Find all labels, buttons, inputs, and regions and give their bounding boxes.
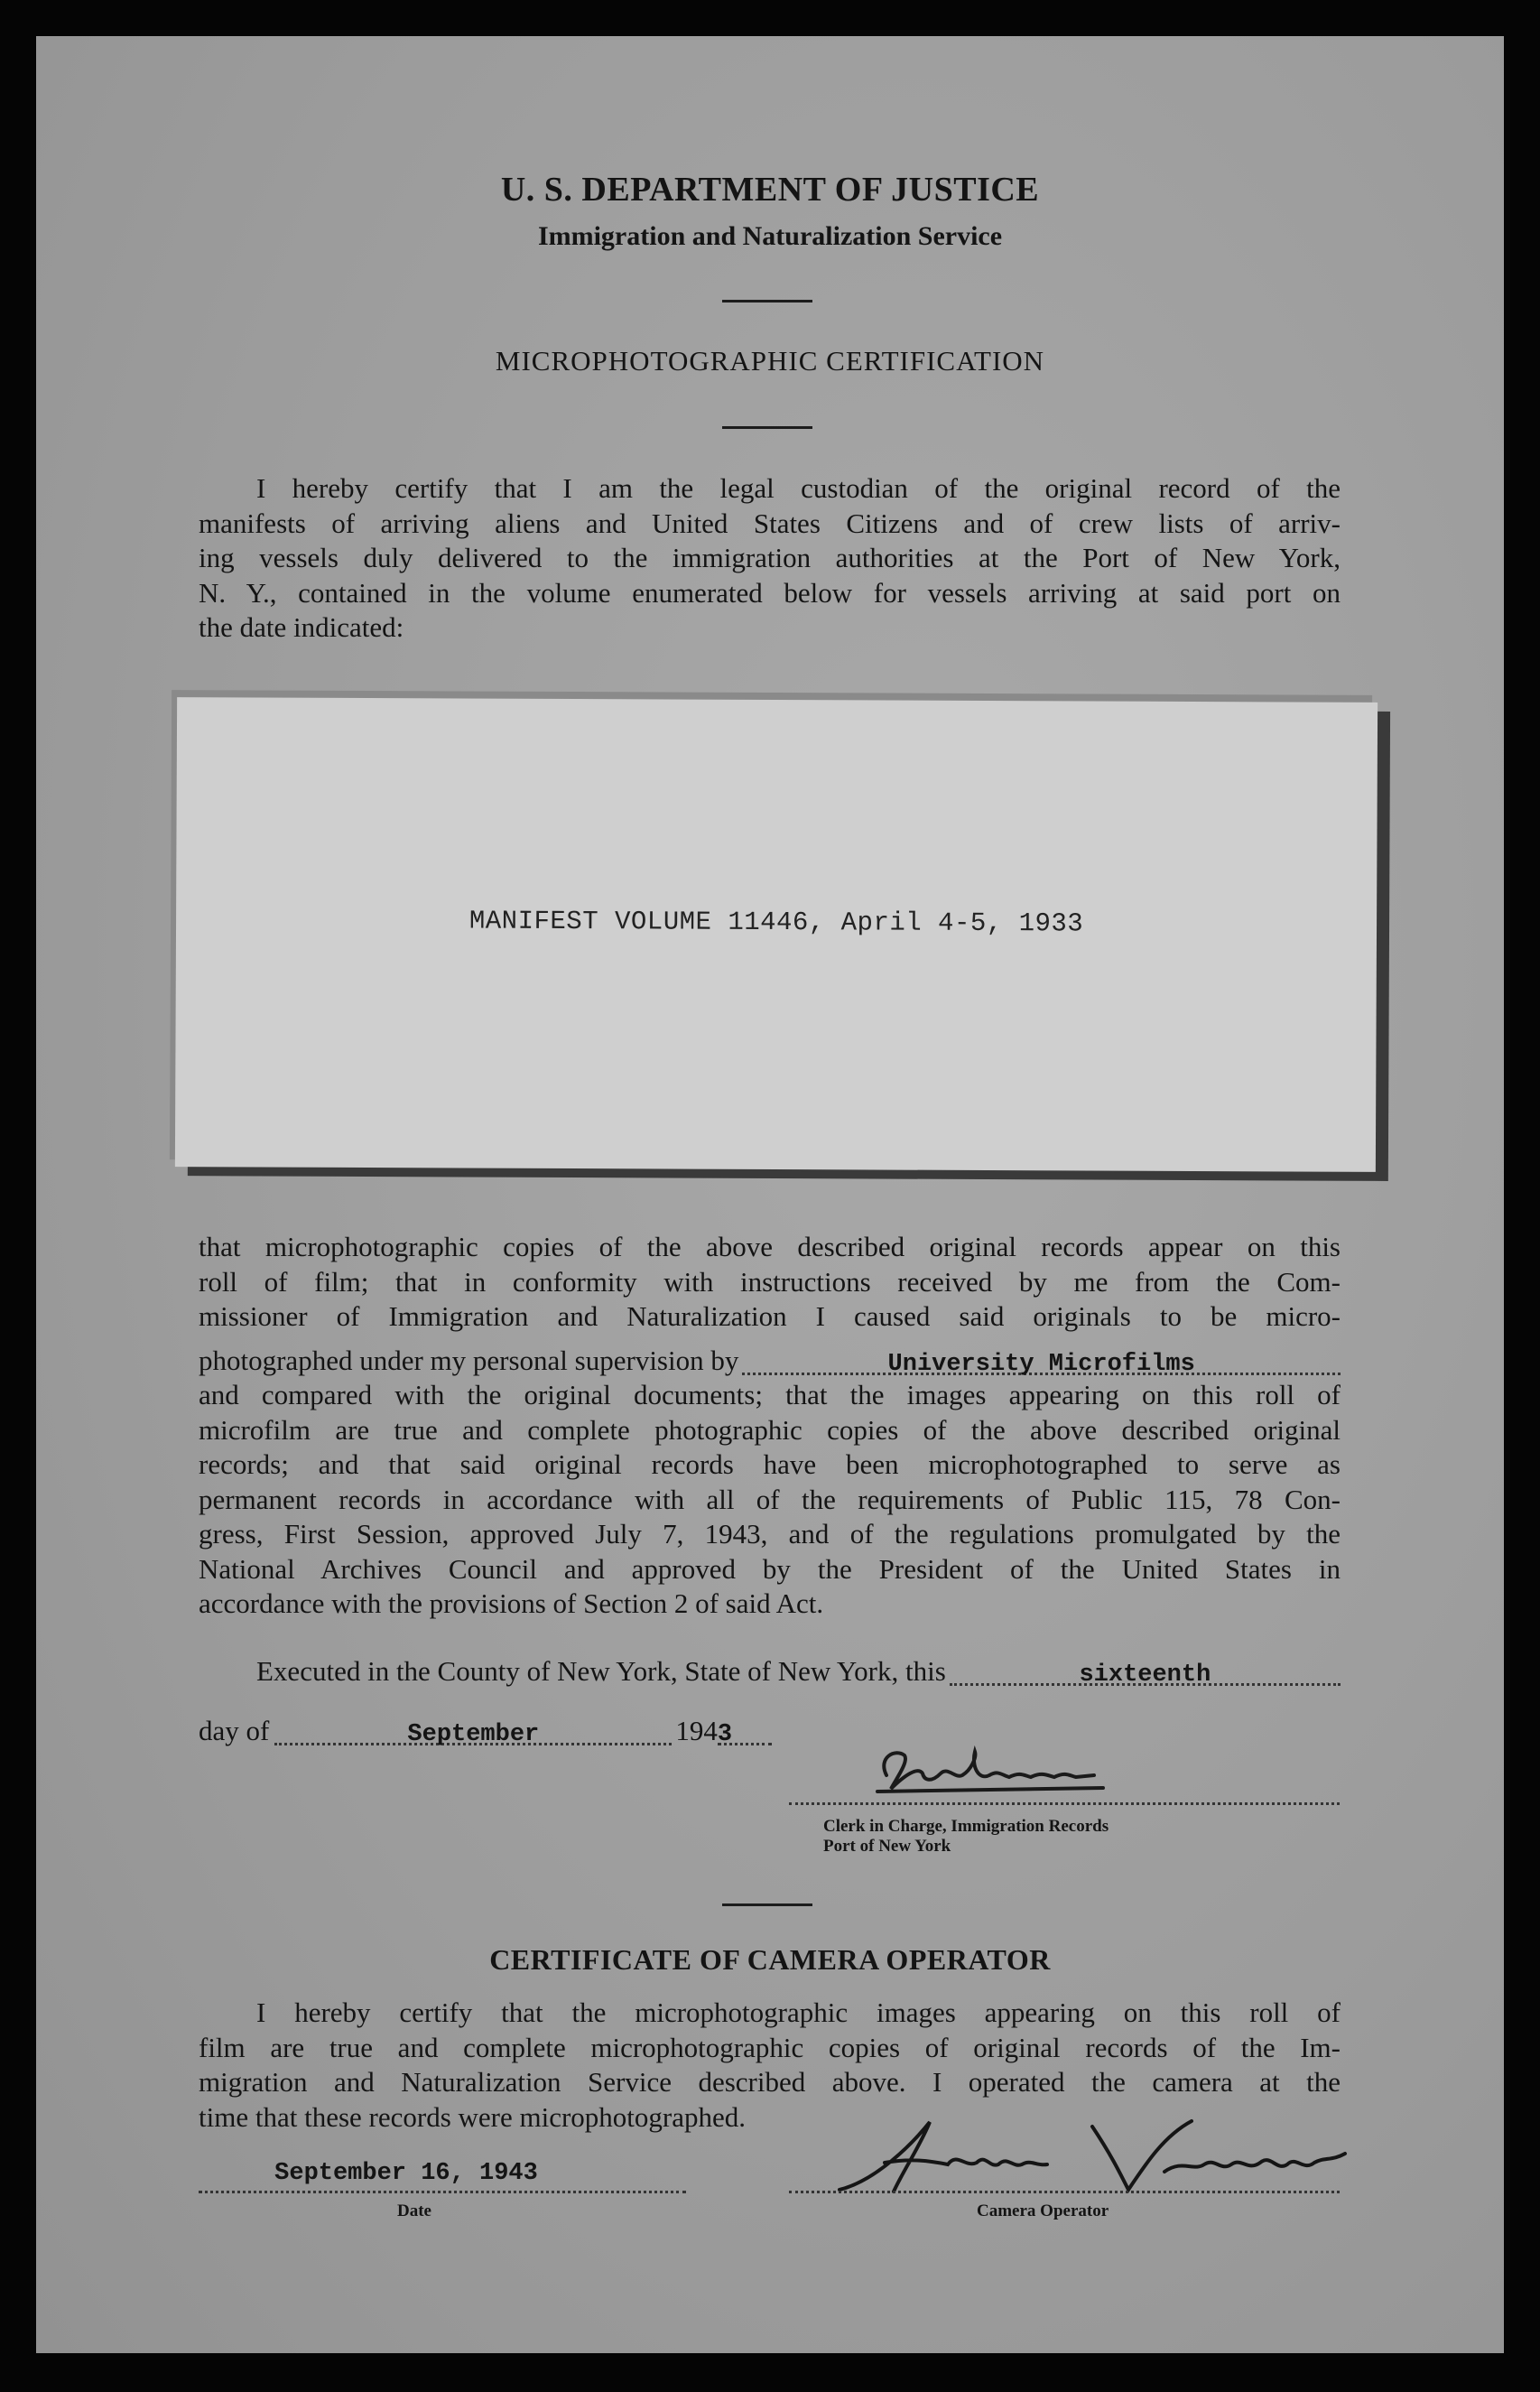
paragraph-line: N. Y., contained in the volume enumerated below for vessels arriving at said port on	[199, 576, 1341, 609]
paragraph-line: gress, First Session, approved July 7, 1943, and of the regulations promulgated by the	[199, 1518, 1341, 1550]
paragraph-line: ing vessels duly delivered to the immigration authorities at the Port of New York,	[199, 542, 1341, 573]
clerk-port: Port of New York	[823, 1837, 951, 1856]
paragraph-line: microfilm are true and complete photographic copies of the above described original	[199, 1413, 1341, 1446]
date-value: September 16, 1943	[274, 2160, 538, 2187]
divider	[722, 426, 812, 429]
clerk-title: Clerk in Charge, Immigration Records	[823, 1817, 1109, 1836]
operator-signature-icon	[821, 2108, 1354, 2199]
supervision-line	[199, 1344, 1341, 1379]
body-paragraph	[199, 1230, 1341, 1622]
paragraph-line: records; and that said original records have been microphotographed to serve as	[199, 1448, 1341, 1480]
paragraph-line: roll of film; that in conformity with instructions received by me from the Com-	[199, 1265, 1341, 1298]
department-heading: U. S. DEPARTMENT OF JUSTICE	[500, 171, 1040, 209]
divider	[722, 1903, 812, 1906]
executed-text: Executed in the County of New York, State of New York, this	[256, 1655, 946, 1687]
executed-day-value: sixteenth	[1079, 1661, 1211, 1689]
operator-signature-line	[789, 2191, 1340, 2193]
intro-paragraph	[199, 471, 1341, 646]
year-digit: 3	[717, 1721, 733, 1748]
executed-line	[256, 1654, 1341, 1689]
paragraph-line: the date indicated:	[199, 611, 404, 643]
day-of-label: day of	[199, 1715, 270, 1746]
clerk-signature-icon	[868, 1739, 1139, 1802]
paragraph-line: missioner of Immigration and Naturalization I caused said originals to be micro-	[199, 1300, 1341, 1332]
month-field	[274, 1714, 672, 1748]
supervision-prefix: photographed under my personal supervision by	[199, 1344, 739, 1376]
supervisor-value: University Microfilms	[887, 1350, 1195, 1378]
paragraph-line: National Archives Council and approved by the President of the United States in	[199, 1552, 1341, 1585]
month-value: September	[407, 1721, 540, 1748]
paragraph-line: accordance with the provisions of Section 2 of said Act.	[199, 1587, 824, 1619]
paragraph-line: manifests of arriving aliens and United States Citizens and of crew lists of arriv-	[199, 507, 1341, 539]
paragraph-line: and compared with the original documents; that the images appearing on this roll of	[199, 1379, 1341, 1410]
camera-certificate-title: CERTIFICATE OF CAMERA OPERATOR	[489, 1943, 1051, 1976]
paragraph-line: migration and Naturalization Service described above. I operated the camera at the	[199, 2066, 1341, 2098]
volume-card	[175, 697, 1378, 1172]
clerk-signature-line	[789, 1802, 1340, 1805]
service-subheading: Immigration and Naturalization Service	[537, 221, 1003, 251]
paragraph-line: that microphotographic copies of the above described original records appear on this	[199, 1231, 1341, 1262]
year-field	[717, 1714, 772, 1748]
day-of-line	[199, 1714, 830, 1749]
paragraph-line: I hereby certify that the microphotographic images appearing on this roll of	[256, 1996, 1341, 2028]
paragraph-line: permanent records in accordance with all of the requirements of Public 115, 78 Con-	[199, 1483, 1341, 1515]
year-prefix: 194	[675, 1715, 718, 1746]
date-field	[199, 2160, 686, 2193]
volume-label: MANIFEST VOLUME 11446, April 4-5, 1933	[468, 906, 1084, 939]
clerk-signature	[868, 1739, 1139, 1802]
paragraph-line: film are true and complete microphotographic copies of original records of the Im-	[199, 2031, 1341, 2063]
paragraph-line: I hereby certify that I am the legal custodian of the original record of the	[256, 472, 1341, 504]
divider	[722, 300, 812, 302]
certification-title: MICROPHOTOGRAPHIC CERTIFICATION	[495, 345, 1045, 377]
operator-label: Camera Operator	[977, 2201, 1109, 2220]
date-label: Date	[397, 2201, 431, 2220]
operator-signature	[821, 2108, 1354, 2199]
paragraph-line: time that these records were microphotographed.	[199, 2100, 746, 2133]
executed-day-field	[950, 1654, 1341, 1689]
supervisor-field	[742, 1344, 1341, 1378]
